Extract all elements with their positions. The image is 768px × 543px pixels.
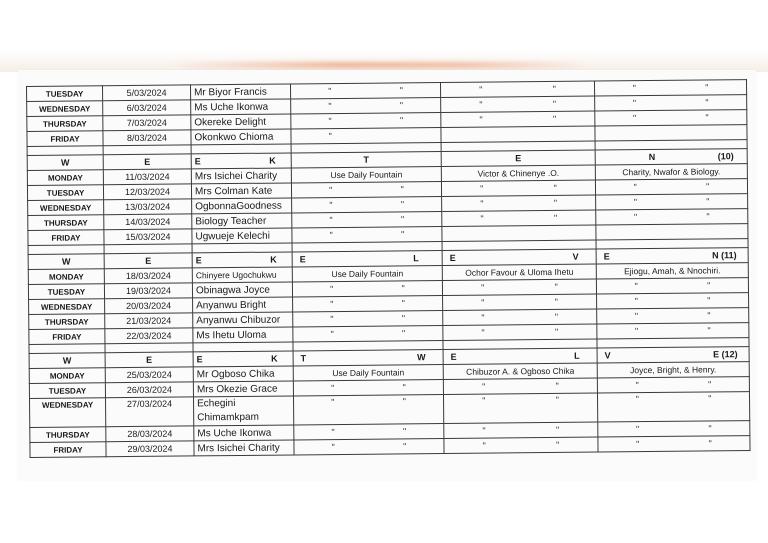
- empty-cell: [596, 224, 748, 240]
- teacher-cell: Mrs Isichei Charity: [191, 168, 291, 184]
- date-cell: 11/03/2024: [103, 169, 191, 185]
- day-cell: FRIDAY: [27, 131, 103, 147]
- ditto-cell: " ": [292, 212, 442, 228]
- ditto-cell: " ": [443, 393, 597, 423]
- teacher-cell: Okereke Delight: [191, 114, 291, 130]
- ditto-cell: " ": [293, 380, 443, 396]
- date-cell: 19/03/2024: [104, 283, 192, 299]
- teacher-cell: Mrs Colman Kate: [191, 183, 291, 199]
- ditto-cell: " ": [595, 179, 747, 195]
- teacher-cell: Ugwueje Kelechi: [192, 228, 292, 244]
- date-cell: 14/03/2024: [104, 214, 192, 230]
- teacher-cell: Anyanwu Chibuzor: [193, 312, 293, 328]
- ditto-cell: " ": [595, 110, 747, 126]
- day-cell: THURSDAY: [30, 427, 106, 443]
- day-cell: FRIDAY: [28, 230, 104, 246]
- ditto-cell: " ": [442, 210, 596, 226]
- assignment-cell: Use Daily Fountain: [293, 365, 443, 381]
- header-letter: T: [291, 152, 441, 168]
- header-letter: E K: [192, 252, 292, 268]
- header-letter: E: [441, 150, 595, 166]
- day-cell: MONDAY: [29, 368, 105, 384]
- ditto-cell: " ": [597, 323, 749, 339]
- teacher-cell: Chinyere Ugochukwu: [192, 267, 292, 283]
- ditto-cell: " ": [597, 293, 749, 309]
- assignment-cell: Ejiogu, Amah, & Nnochiri.: [596, 263, 748, 279]
- date-cell: 12/03/2024: [103, 184, 191, 200]
- header-letter: E: [105, 352, 193, 368]
- date-cell: 13/03/2024: [104, 199, 192, 215]
- header-letter: N (10): [595, 149, 747, 165]
- ditto-cell: " ": [443, 324, 597, 340]
- date-cell: 20/03/2024: [105, 298, 193, 314]
- assignment-cell: Use Daily Fountain: [291, 167, 441, 183]
- day-cell: THURSDAY: [29, 314, 105, 330]
- ditto-cell: " ": [596, 209, 748, 225]
- date-cell: 6/03/2024: [103, 100, 191, 116]
- ditto-cell: " ": [595, 95, 747, 111]
- ditto-cell: " ": [294, 439, 444, 455]
- teacher-cell: Echegini Chimamkpam: [193, 396, 293, 426]
- day-cell: TUESDAY: [29, 383, 105, 399]
- header-letter: E K: [193, 351, 293, 367]
- ditto-cell: " ": [441, 111, 595, 127]
- ditto-cell: " ": [293, 326, 443, 342]
- date-cell: 21/03/2024: [105, 313, 193, 329]
- date-cell: 22/03/2024: [105, 328, 193, 344]
- date-cell: 5/03/2024: [103, 85, 191, 101]
- date-cell: 27/03/2024: [105, 397, 193, 427]
- teacher-cell: Biology Teacher: [192, 213, 292, 229]
- teacher-cell: Okonkwo Chioma: [191, 129, 291, 145]
- assignment-cell: Chibuzor A. & Ogboso Chika: [443, 363, 597, 379]
- ditto-cell: " ": [291, 98, 441, 114]
- ditto-cell: " ": [293, 311, 443, 327]
- day-cell: TUESDAY: [28, 284, 104, 300]
- teacher-cell: Anyanwu Bright: [193, 297, 293, 313]
- ditto-cell: " ": [596, 278, 748, 294]
- header-letter: E: [103, 154, 191, 170]
- ditto-cell: " ": [444, 422, 598, 438]
- header-letter: E K: [191, 153, 291, 169]
- header-letter: T W: [293, 350, 443, 366]
- ditto-cell: " ": [443, 378, 597, 394]
- teacher-cell: Ms Ihetu Uloma: [193, 327, 293, 343]
- teacher-cell: Mr Biyor Francis: [190, 84, 290, 100]
- ditto-cell: " ": [294, 424, 444, 440]
- ditto-cell: " ": [597, 308, 749, 324]
- ditto-cell: " ": [443, 294, 597, 310]
- header-letter: E: [104, 253, 192, 269]
- day-cell: WEDNESDAY: [29, 299, 105, 315]
- assignment-cell: Joyce, Bright, & Henry.: [597, 362, 749, 378]
- day-cell: MONDAY: [28, 269, 104, 285]
- teacher-cell: Mrs Isichei Charity: [194, 440, 294, 456]
- timetable-sheet: [26, 79, 750, 458]
- ditto-cell: " ": [598, 436, 750, 452]
- ditto-cell: " ": [293, 296, 443, 312]
- ditto-cell: " ": [290, 83, 440, 99]
- ditto-cell: " ": [597, 377, 749, 393]
- header-letter: V E (12): [597, 347, 749, 363]
- header-letter: E V: [442, 249, 596, 265]
- date-cell: 8/03/2024: [103, 130, 191, 146]
- ditto-cell: " ": [292, 227, 442, 243]
- ditto-cell: " ": [291, 182, 441, 198]
- ditto-cell: " ": [292, 197, 442, 213]
- ditto-cell: " ": [596, 194, 748, 210]
- header-letter: E L: [292, 251, 442, 267]
- teacher-cell: Mr Ogboso Chika: [193, 366, 293, 382]
- teacher-cell: Mrs Okezie Grace: [193, 381, 293, 397]
- date-cell: 28/03/2024: [106, 426, 194, 442]
- day-cell: THURSDAY: [27, 116, 103, 132]
- header-letter: E L: [443, 348, 597, 364]
- day-cell: WEDNESDAY: [29, 398, 105, 428]
- day-cell: WEDNESDAY: [27, 101, 103, 117]
- empty-cell: [595, 125, 747, 141]
- ditto-cell: " ": [598, 421, 750, 437]
- assignment-cell: Victor & Chinenye .O.: [441, 165, 595, 181]
- ditto-cell: " ": [441, 96, 595, 112]
- assignment-cell: Use Daily Fountain: [292, 266, 442, 282]
- date-cell: 26/03/2024: [105, 382, 193, 398]
- ditto-cell: " ": [597, 392, 749, 422]
- header-letter: W: [28, 254, 104, 270]
- date-cell: 25/03/2024: [105, 367, 193, 383]
- assignment-cell: Charity, Nwafor & Biology.: [595, 164, 747, 180]
- empty-cell: [441, 126, 595, 142]
- day-cell: WEDNESDAY: [28, 200, 104, 216]
- date-cell: 7/03/2024: [103, 115, 191, 131]
- ditto-cell: " ": [443, 309, 597, 325]
- ditto-cell: " ": [440, 81, 594, 97]
- teacher-cell: OgbonnaGoodness: [192, 198, 292, 214]
- ditto-cell: ": [291, 128, 441, 144]
- header-letter: W: [27, 155, 103, 171]
- header-letter: W: [29, 353, 105, 369]
- paper-edge-streak: [170, 62, 590, 68]
- duty-timetable: [26, 79, 751, 458]
- teacher-cell: Obinagwa Joyce: [192, 282, 292, 298]
- day-cell: TUESDAY: [27, 86, 103, 102]
- date-cell: 29/03/2024: [106, 441, 194, 457]
- day-cell: TUESDAY: [27, 185, 103, 201]
- teacher-cell: Ms Uche Ikonwa: [194, 425, 294, 441]
- date-cell: 18/03/2024: [104, 268, 192, 284]
- ditto-cell: " ": [594, 80, 746, 96]
- day-cell: FRIDAY: [30, 442, 106, 458]
- header-letter: E N (11): [596, 248, 748, 264]
- teacher-cell: Ms Uche Ikonwa: [191, 99, 291, 115]
- ditto-cell: " ": [291, 113, 441, 129]
- ditto-cell: " ": [292, 281, 442, 297]
- date-cell: 15/03/2024: [104, 229, 192, 245]
- ditto-cell: " ": [444, 437, 598, 453]
- assignment-cell: Ochor Favour & Uloma Ihetu: [442, 264, 596, 280]
- ditto-cell: " ": [442, 279, 596, 295]
- day-cell: FRIDAY: [29, 329, 105, 345]
- ditto-cell: " ": [293, 395, 443, 425]
- day-cell: MONDAY: [27, 170, 103, 186]
- empty-cell: [442, 225, 596, 241]
- day-cell: THURSDAY: [28, 215, 104, 231]
- ditto-cell: " ": [442, 195, 596, 211]
- ditto-cell: " ": [441, 180, 595, 196]
